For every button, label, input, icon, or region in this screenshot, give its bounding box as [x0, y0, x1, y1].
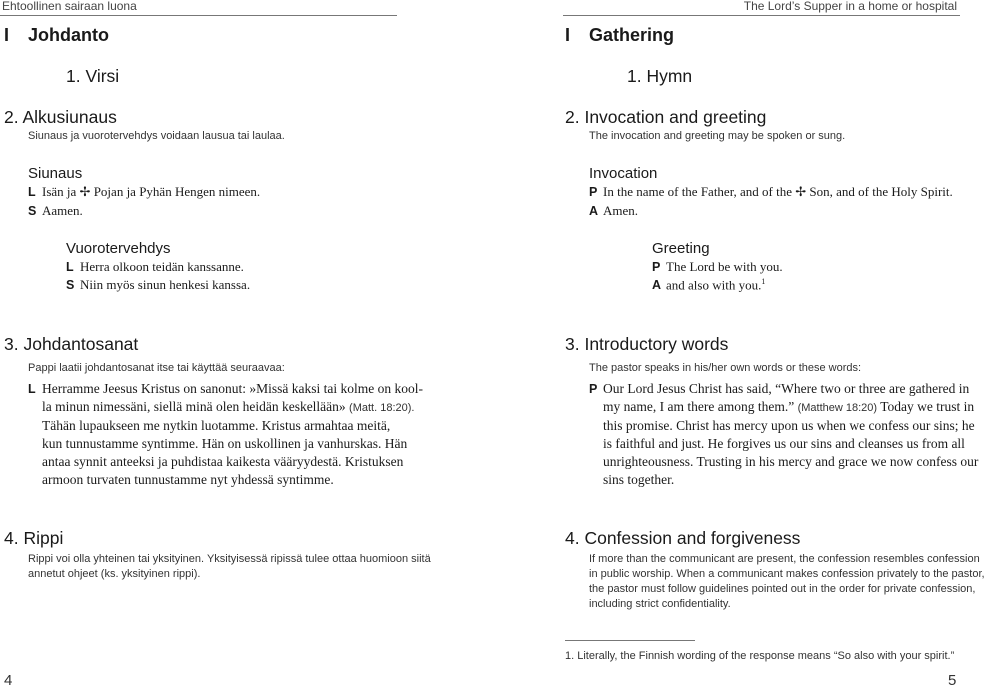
page-number-right: 5	[948, 672, 957, 689]
intro-line-5: unrighteousness. Trusting in his mercy and grace we now confess our	[603, 454, 979, 469]
section-title: Gathering	[589, 25, 675, 45]
invocation-response: Amen.	[603, 203, 639, 218]
greeting-response: and also with you.	[666, 277, 762, 293]
invocation-note: The invocation and greeting may be spoken or sung.	[589, 130, 846, 142]
intro-words-text	[28, 380, 423, 489]
footnote-marker: 1	[761, 277, 766, 286]
leader-label: L	[28, 185, 36, 199]
footnote: 1. Literally, the Finnish wording of the response means “So also with your spirit.”	[565, 650, 955, 662]
running-header-left: Ehtoollinen sairaan luona	[2, 0, 137, 13]
intro-words-text	[589, 380, 978, 489]
intro-words-note: The pastor speaks in his/her own words or these words:	[589, 362, 862, 374]
invocation-heading: 2. Invocation and greeting	[565, 107, 767, 127]
intro-words-note: Pappi laatii johdantosanat itse tai käyttää seuraavaa:	[28, 362, 285, 374]
section-number: I	[4, 25, 10, 45]
invocation-text-a: In the name of the Father, and of the	[603, 184, 792, 199]
leader-label: L	[28, 382, 36, 396]
confession-note-3: the pastor must follow guidelines pointed out in the order for private confession,	[589, 583, 976, 595]
greeting-line-p	[652, 259, 783, 275]
cross-icon: ✢	[79, 184, 91, 199]
pastor-label: P	[589, 185, 598, 199]
assembly-label: A	[652, 278, 662, 293]
section-number: I	[565, 25, 571, 45]
intro-line-1: Herramme Jeesus Kristus on sanonut: »Missä kaksi tai kolme on kool-	[42, 381, 423, 396]
intro-line-4: kun tunnustamme syntimme. Hän on uskollinen ja vanhurskas. Hän	[42, 436, 408, 451]
intro-line-3: Tähän lupaukseen me nytkin luotamme. Kristus armahtaa meitä,	[42, 418, 391, 433]
pastor-label: P	[652, 260, 661, 274]
assembly-label: A	[589, 204, 599, 218]
invocation-line-a	[589, 203, 638, 219]
intro-line-5: antaa synnit anteeksi ja puhdistaa kaikesta vääryydestä. Kristuksen	[42, 454, 404, 469]
greeting-line-a	[652, 277, 765, 293]
scripture-reference: (Matthew 18:20)	[797, 402, 878, 414]
blessing-heading: 2. Alkusiunaus	[4, 107, 117, 127]
vuoro-line-l	[66, 259, 244, 275]
intro-words-heading: 3. Introductory words	[565, 334, 729, 354]
confession-note-2: annetut ohjeet (ks. yksityinen rippi).	[28, 568, 201, 580]
hymn-heading: 1. Hymn	[627, 66, 693, 86]
intro-line-2a: my name, I am there among them.”	[603, 399, 795, 414]
intro-line-3: this promise. Christ has mercy upon us when we confess our sins; he	[603, 418, 975, 433]
intro-line-6: armoon turvaten tunnustamme nyt yhdessä syntimme.	[42, 472, 334, 487]
subheading-invocation: Invocation	[589, 165, 658, 182]
intro-line-4: is faithful and just. He forgives us our sins and cleanses us from all	[603, 436, 965, 451]
siunaus-response: Aamen.	[42, 203, 83, 218]
invocation-text-b: Son, and of the Holy Spirit.	[809, 184, 953, 199]
confession-heading: 4. Rippi	[4, 528, 64, 548]
siunaus-line-s	[28, 203, 83, 219]
pastor-label: P	[589, 382, 598, 396]
vuoro-line-s	[66, 277, 250, 293]
subheading-siunaus: Siunaus	[28, 165, 83, 182]
siunaus-text-a: Isän ja	[42, 184, 77, 199]
vuoro-text: Herra olkoon teidän kanssanne.	[80, 259, 244, 274]
intro-line-2b: Today we trust in	[880, 399, 975, 414]
intro-words-heading: 3. Johdantosanat	[4, 334, 139, 354]
siunaus-text-b: Pojan ja Pyhän Hengen nimeen.	[93, 184, 261, 199]
congregation-label: S	[28, 204, 37, 218]
intro-line-1: Our Lord Jesus Christ has said, “Where two or three are gathered in	[603, 381, 970, 396]
page-number-left: 4	[4, 672, 13, 689]
header-rule-right	[563, 15, 960, 16]
cross-icon: ✢	[795, 184, 807, 199]
confession-heading: 4. Confession and forgiveness	[565, 528, 801, 548]
congregation-label: S	[66, 278, 75, 292]
section-title: Johdanto	[28, 25, 109, 45]
vuoro-response: Niin myös sinun henkesi kanssa.	[80, 277, 251, 292]
intro-line-2: la minun nimessäni, siellä minä olen heidän keskellään»	[42, 399, 346, 414]
siunaus-line-l	[28, 184, 260, 200]
subheading-vuorotervehdys: Vuorotervehdys	[66, 240, 171, 257]
header-rule-left	[0, 15, 397, 16]
confession-note-1: Rippi voi olla yhteinen tai yksityinen. Yksityisessä ripissä tulee ottaa huomioon siitä	[28, 553, 431, 565]
leader-label: L	[66, 260, 74, 274]
scripture-reference: (Matt. 18:20).	[349, 402, 415, 414]
confession-note-2: in public worship. When a communicant makes confession privately to the pastor,	[589, 568, 985, 580]
greeting-text: The Lord be with you.	[666, 259, 783, 274]
subheading-greeting: Greeting	[652, 240, 710, 257]
blessing-note: Siunaus ja vuorotervehdys voidaan lausua tai laulaa.	[28, 130, 285, 142]
confession-note-4: including strict confidentiality.	[589, 598, 731, 610]
confession-note-1: If more than the communicant are present, the confession resembles confession	[589, 553, 980, 565]
hymn-heading: 1. Virsi	[66, 66, 120, 86]
footnote-rule	[565, 640, 695, 641]
intro-line-6: sins together.	[603, 472, 675, 487]
invocation-line-p	[589, 184, 953, 200]
running-header-right: The Lord’s Supper in a home or hospital	[743, 0, 957, 13]
